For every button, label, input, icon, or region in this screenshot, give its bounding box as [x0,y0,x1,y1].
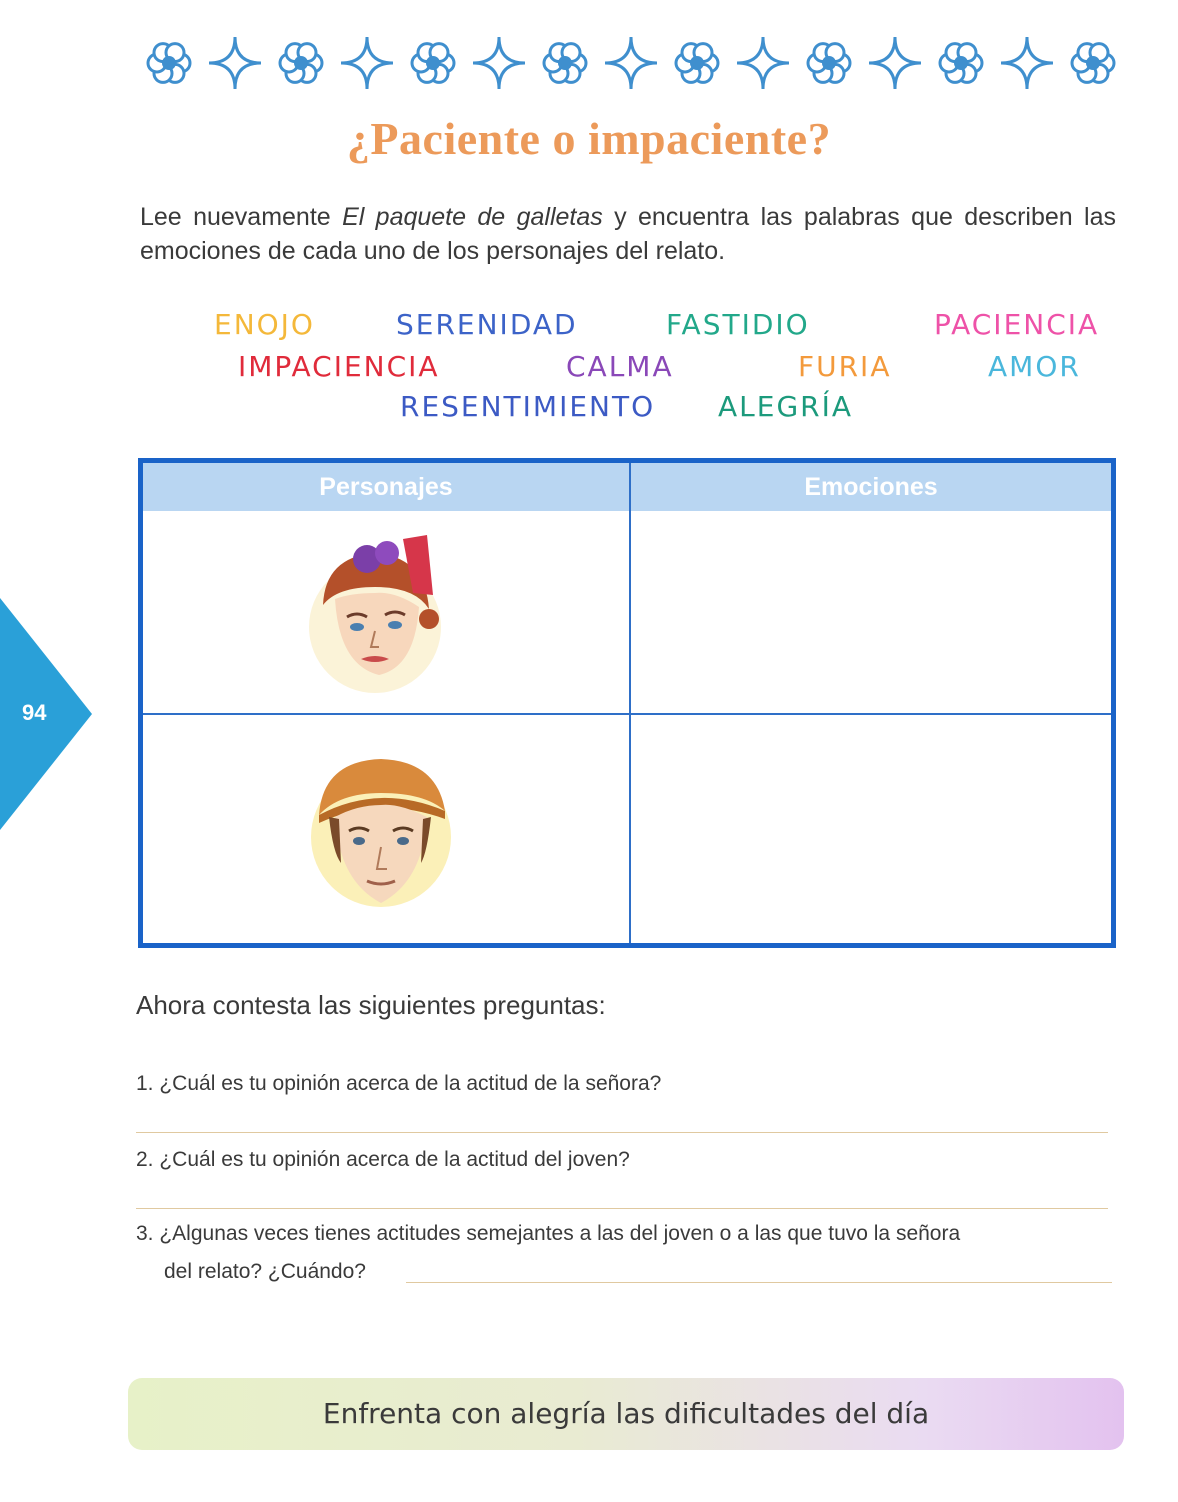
flower-icon [808,44,850,83]
motto-banner [128,1378,1124,1450]
flower-icon [544,44,586,83]
answer-line-3[interactable] [406,1282,1112,1283]
flower-icon [412,44,454,83]
header-emociones: Emociones [804,473,938,501]
star-icon [473,37,525,89]
flower-icon [280,44,322,83]
page-number: 94 [22,700,47,725]
decorative-border [136,34,1126,92]
question-2: 2. ¿Cuál es tu opinión acerca de la actitud del joven? [136,1148,630,1171]
question-1: 1. ¿Cuál es tu opinión acerca de la actitud de la señora? [136,1072,662,1095]
word-calma: CALMA [566,350,674,383]
word-fastidio: FASTIDIO [666,308,810,341]
question-3-cont: del relato? ¿Cuándo? [164,1260,366,1283]
book-title: El paquete de galletas [342,203,603,231]
question-3: 3. ¿Algunas veces tienes actitudes semejantes a las del joven o a las que tuvo la señora [136,1222,961,1245]
star-icon [341,37,393,89]
word-resentimiento: RESENTIMIENTO [400,390,656,423]
header-personajes: Personajes [319,473,453,501]
column-divider [629,463,631,943]
flower-icon [148,44,190,83]
word-furia: FURIA [798,350,892,383]
word-alegria: ALEGRÍA [718,390,854,423]
word-amor: AMOR [988,350,1081,383]
flower-icon [940,44,982,83]
word-paciencia: PACIENCIA [934,308,1100,341]
star-icon [1001,37,1053,89]
flower-icon [1072,44,1114,83]
word-serenidad: SERENIDAD [396,308,578,341]
flower-icon [676,44,718,83]
emotions-table [138,458,1116,948]
intro-paragraph: Lee nuevamente El paquete de galletas y encuentra las palabras que describen las emociones de cada uno de los personajes del relato. [140,203,1116,265]
star-icon [605,37,657,89]
table-header [143,463,1111,511]
senora-portrait [295,535,455,695]
star-icon [869,37,921,89]
answer-line-1[interactable] [136,1132,1108,1133]
star-icon [737,37,789,89]
star-icon [209,37,261,89]
word-impaciencia: IMPACIENCIA [238,350,440,383]
row-divider [143,713,1111,715]
questions-instruction: Ahora contesta las siguientes preguntas: [136,990,606,1020]
answer-line-2[interactable] [136,1208,1108,1209]
page-title: ¿Paciente o impaciente? [346,113,832,164]
motto-text: Enfrenta con alegría las dificultades del día [322,1397,930,1430]
word-enojo: ENOJO [214,308,315,341]
joven-portrait [299,753,459,913]
